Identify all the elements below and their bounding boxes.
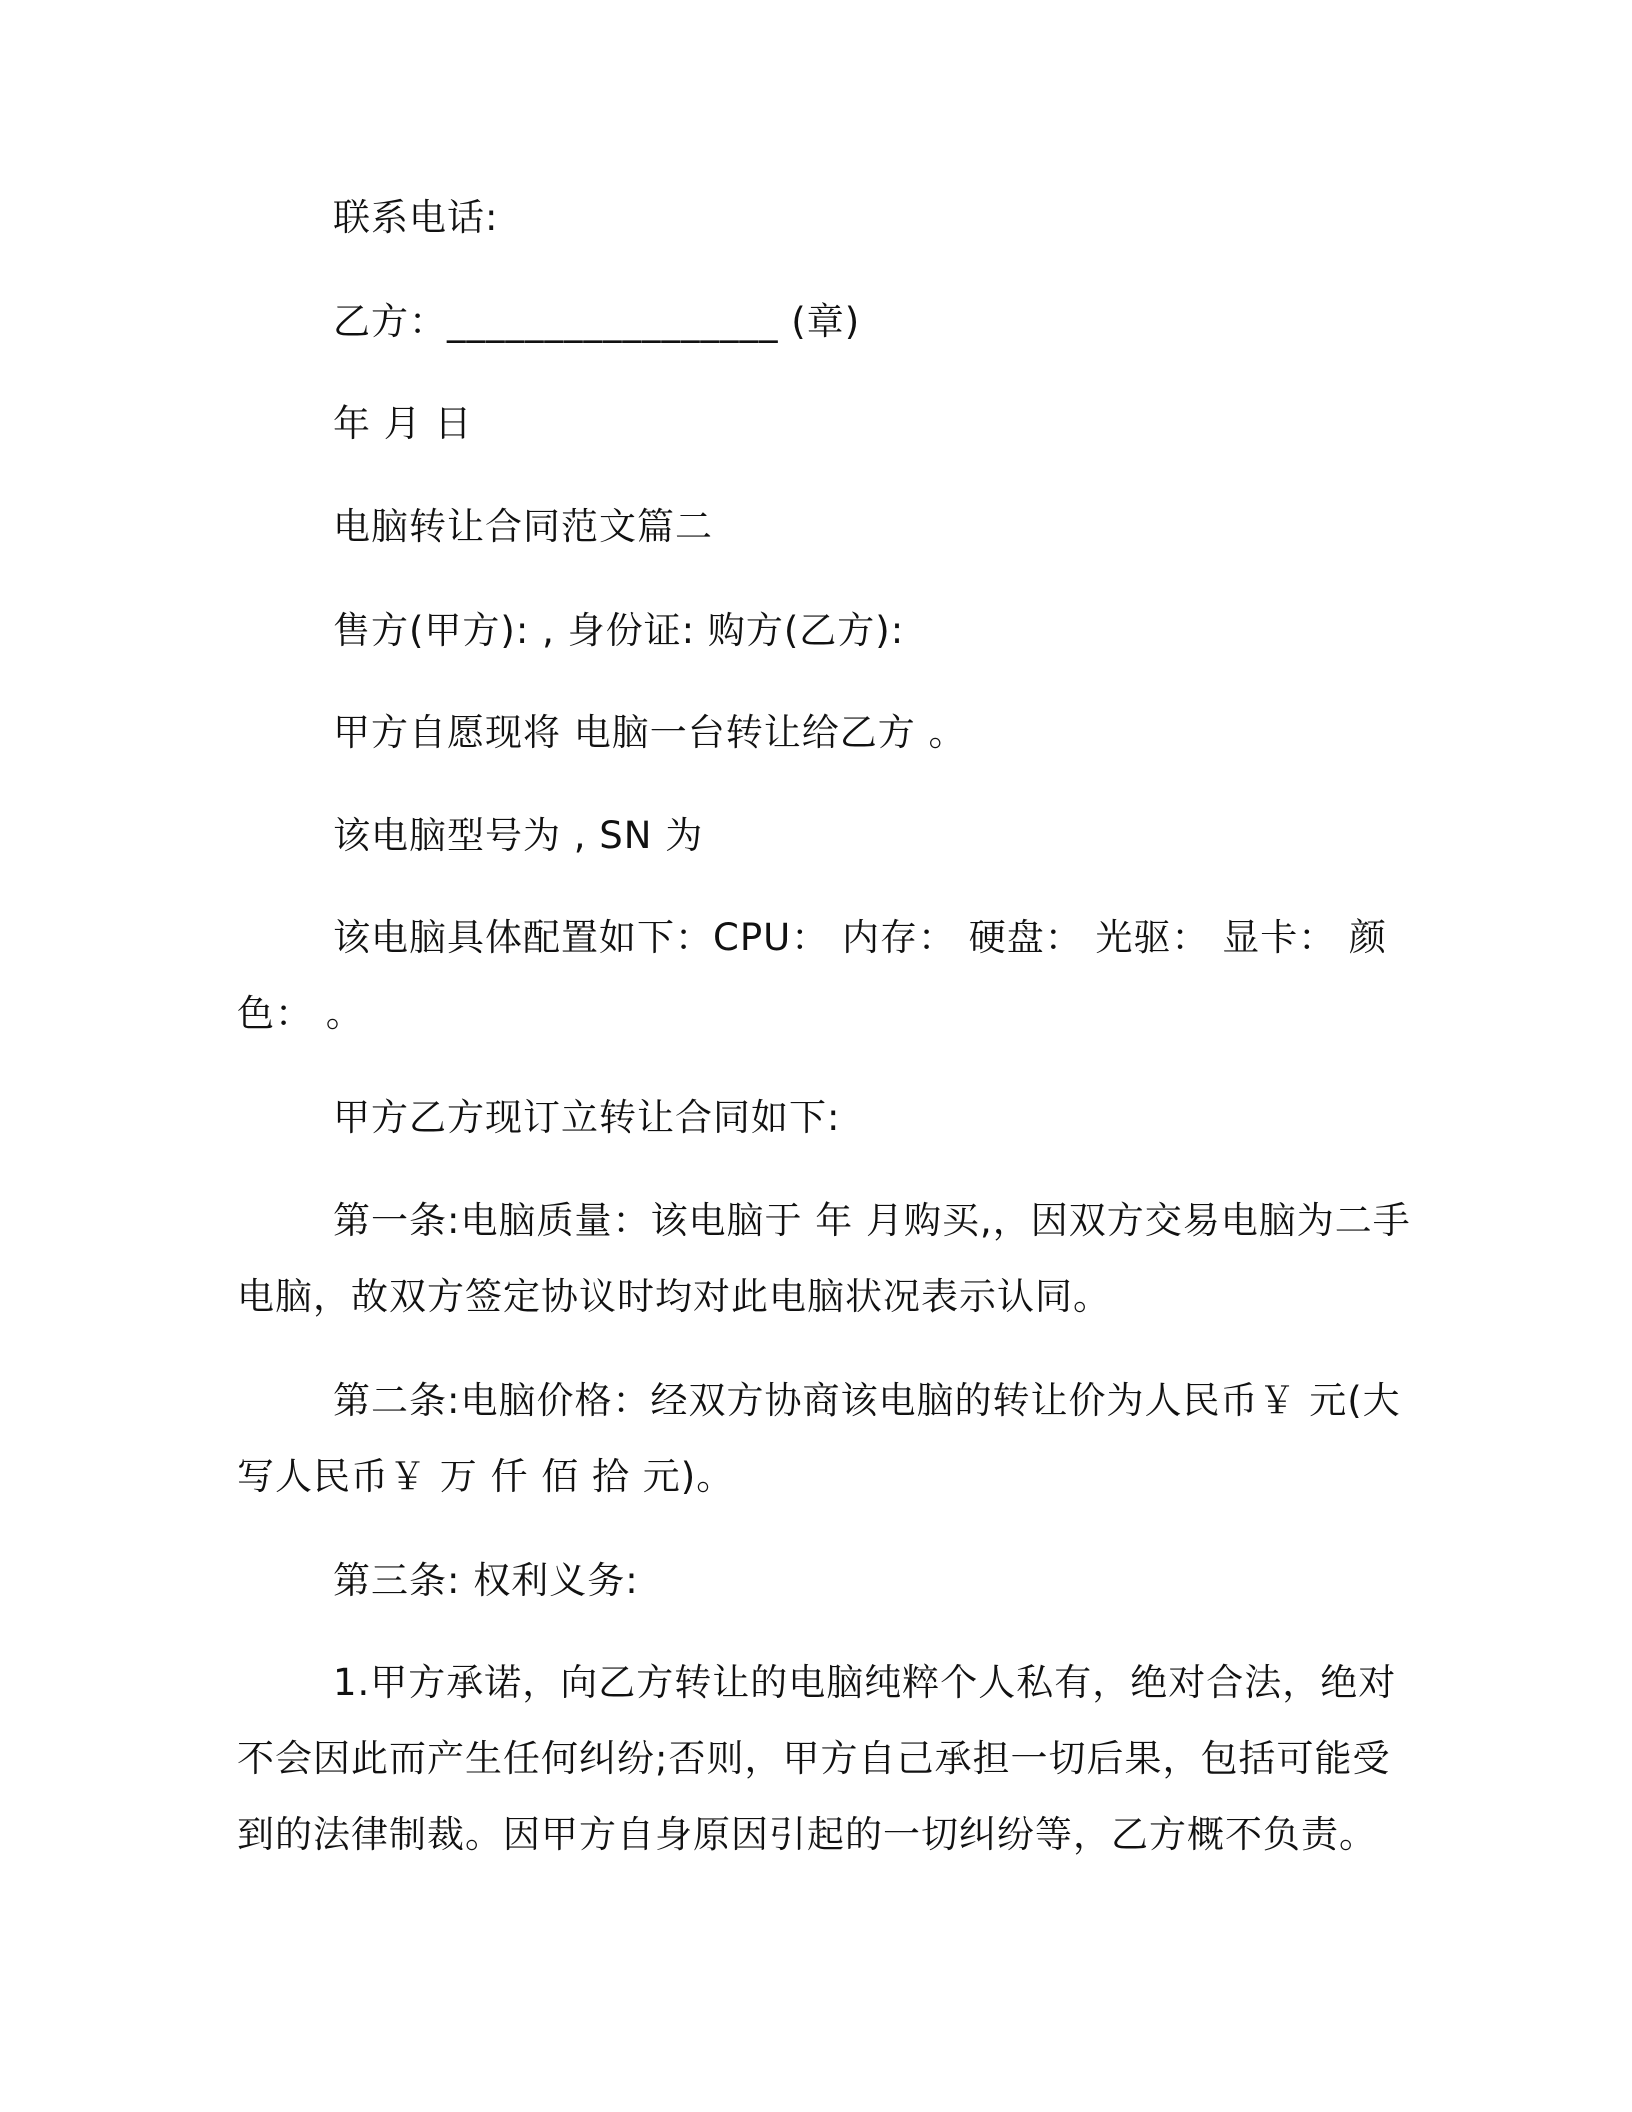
clause-1-line-1: 1.甲方承诺，向乙方转让的电脑纯粹个人私有，绝对合法，绝对: [333, 1661, 1397, 1704]
party-b-signature-line: 乙方：_________________ (章): [333, 300, 861, 343]
section-title: 电脑转让合同范文篇二: [333, 505, 713, 548]
config-line-1: 该电脑具体配置如下：CPU： 内存： 硬盘： 光驱： 显卡： 颜: [333, 916, 1388, 959]
config-line-2: 色： 。: [237, 992, 364, 1035]
article-1-line-2: 电脑，故双方签定协议时均对此电脑状况表示认同。: [237, 1275, 1111, 1318]
contract-intro: 甲方乙方现订立转让合同如下:: [333, 1096, 841, 1139]
clause-1-line-3: 到的法律制裁。因甲方自身原因引起的一切纠纷等，乙方概不负责。: [237, 1813, 1377, 1856]
date-line: 年 月 日: [333, 402, 473, 445]
parties-line: 售方(甲方): , 身份证: 购方(乙方):: [333, 609, 905, 652]
transfer-statement: 甲方自愿现将 电脑一台转让给乙方 。: [333, 711, 967, 754]
clause-1-line-2: 不会因此而产生任何纠纷;否则，甲方自己承担一切后果，包括可能受: [237, 1737, 1391, 1780]
article-3-title: 第三条: 权利义务:: [333, 1559, 639, 1602]
article-2-line-2: 写人民币￥ 万 仟 佰 拾 元)。: [237, 1455, 735, 1498]
contact-phone-line: 联系电话:: [333, 196, 499, 239]
article-2-line-1: 第二条:电脑价格：经双方协商该电脑的转让价为人民币￥ 元(大: [333, 1379, 1401, 1422]
model-line: 该电脑型号为 , SN 为: [333, 814, 704, 857]
article-1-line-1: 第一条:电脑质量：该电脑于 年 月购买,，因双方交易电脑为二手: [333, 1199, 1411, 1242]
